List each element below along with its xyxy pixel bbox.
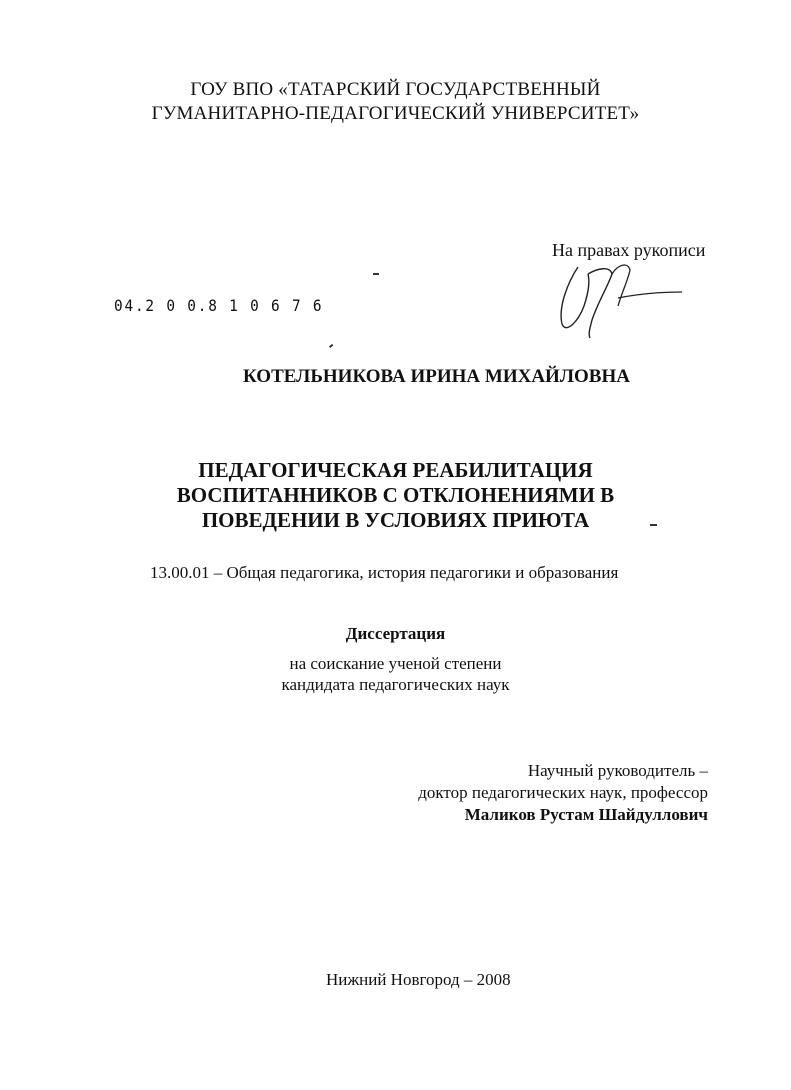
supervisor-role: Научный руководитель – — [527, 761, 708, 780]
title-line-3: ПОВЕДЕНИИ В УСЛОВИЯХ ПРИЮТА — [201, 508, 590, 532]
author-name: КОТЕЛЬНИКОВА ИРИНА МИХАЙЛОВНА — [243, 366, 630, 387]
registration-number: 04.2 0 0.8 1 0 6 7 6 — [114, 296, 324, 315]
supervisor-credentials: доктор педагогических наук, профессор — [418, 783, 708, 802]
scan-speck — [373, 273, 379, 275]
degree-line-2: кандидата педагогических наук — [281, 675, 510, 694]
scan-speck — [329, 344, 333, 348]
dissertation-title — [0, 458, 791, 533]
city-year: Нижний Новгород – 2008 — [326, 970, 511, 989]
supervisor-block — [418, 760, 708, 826]
institution-line-1: ГОУ ВПО «ТАТАРСКИЙ ГОСУДАРСТВЕННЫЙ — [190, 79, 601, 100]
institution-line-2: ГУМАНИТАРНО-ПЕДАГОГИЧЕСКИЙ УНИВЕРСИТЕТ» — [151, 103, 640, 124]
work-type: Диссертация — [345, 624, 446, 643]
institution-header — [0, 78, 791, 126]
handwritten-signature — [548, 262, 688, 342]
specialty-code: 13.00.01 – Общая педагогика, история педагогики и образования — [150, 563, 619, 582]
degree-line-1: на соискание ученой степени — [289, 654, 502, 673]
manuscript-note: На правах рукописи — [552, 240, 706, 260]
title-line-2: ВОСПИТАННИКОВ С ОТКЛОНЕНИЯМИ В — [176, 483, 615, 507]
title-line-1: ПЕДАГОГИЧЕСКАЯ РЕАБИЛИТАЦИЯ — [198, 458, 593, 482]
degree-info — [0, 653, 791, 695]
supervisor-name: Маликов Рустам Шайдуллович — [464, 805, 708, 824]
